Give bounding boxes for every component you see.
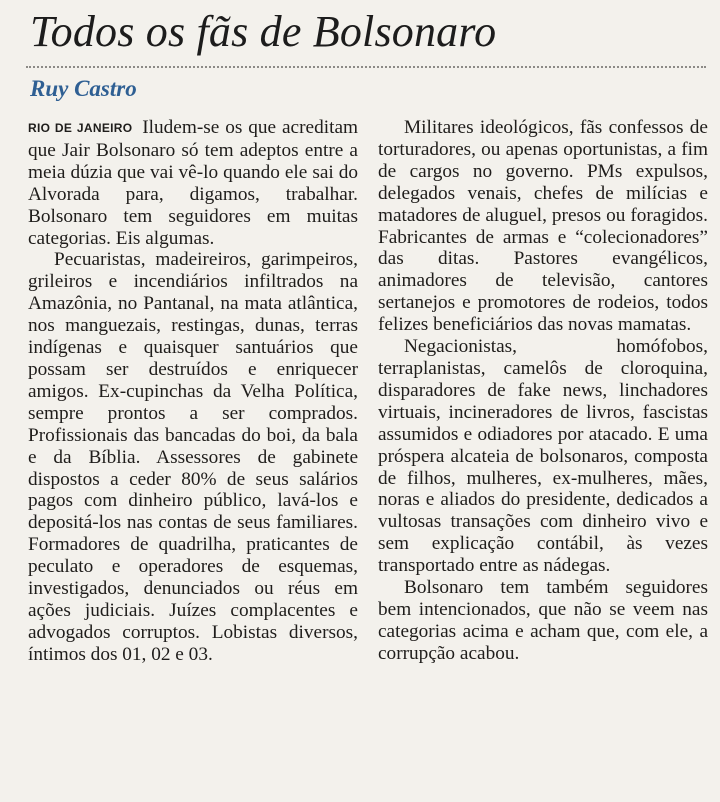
headline: Todos os fãs de Bolsonaro: [30, 7, 497, 56]
paragraph: Pecuaristas, madeireiros, garimpeiros, grileiros e incendiários infiltrados na Amazônia, no Pantanal, na mata atlântica, nos manguezais, restingas, dunas, terras indígenas e quaisquer santuários que possam ser destruídos e enriquecer amigos. Ex-cupinchas da Velha Política, sempre prontos a ser comprados. Profissionais das bancadas do boi, da bala e da Bíblia. Assessores de gabinete dispostos a ceder 80% de seus salários pagos com dinheiro público, lavá-los e depositá-los nas contas de seus familiares. Formadores de quadrilha, praticantes de peculato e operadores de esquemas, investigados, denunciados ou réus em ações judiciais. Juízes complacentes e advogados corruptos. Lobistas diversos, íntimos dos 01, 02 e 03.: [28, 249, 358, 665]
paragraph: Militares ideológicos, fãs confessos de torturadores, ou apenas oportunistas, a fim de cargos no governo. PMs expulsos, delegados venais, chefes de milícias e matadores de aluguel, presos ou foragidos. Fabricantes de armas e “colecionadores” das ditas. Pastores evangélicos, animadores de televisão, cantores sertanejos e promotores de rodeios, todos felizes beneficiários das novas mamatas.: [378, 117, 708, 336]
paragraph-text: Iludem-se os que acreditam que Jair Bolsonaro só tem adeptos entre a meia dúzia que vai vê-lo quando ele sai do Alvorada para, digamos, trabalhar. Bolsonaro tem seguidores em muitas categorias. Eis algumas.: [28, 117, 358, 249]
paragraph: Negacionistas, homófobos, terraplanistas, camelôs de cloroquina, disparadores de fake news, linchadores virtuais, incineradores de livros, fascistas assumidos e odiadores por atacado. E uma próspera alcateia de bolsonaros, composta de filhos, mulheres, ex-mulheres, mães, noras e aliados do presidente, dedicados a vultosas transações com dinheiro vivo e sem explicação contábil, às vezes transportado entre as nádegas.: [378, 336, 708, 577]
paragraph: [28, 117, 358, 249]
paragraph: Bolsonaro tem também seguidores bem intencionados, que não se veem nas categorias acima e acham que, com ele, a corrupção acabou.: [378, 577, 708, 664]
dotted-divider: [26, 66, 706, 68]
article-body: [28, 117, 708, 666]
dateline: RIO DE JANEIRO: [28, 121, 133, 135]
author-byline: Ruy Castro: [30, 76, 137, 101]
column-left: [28, 117, 358, 666]
column-right: [378, 117, 708, 666]
